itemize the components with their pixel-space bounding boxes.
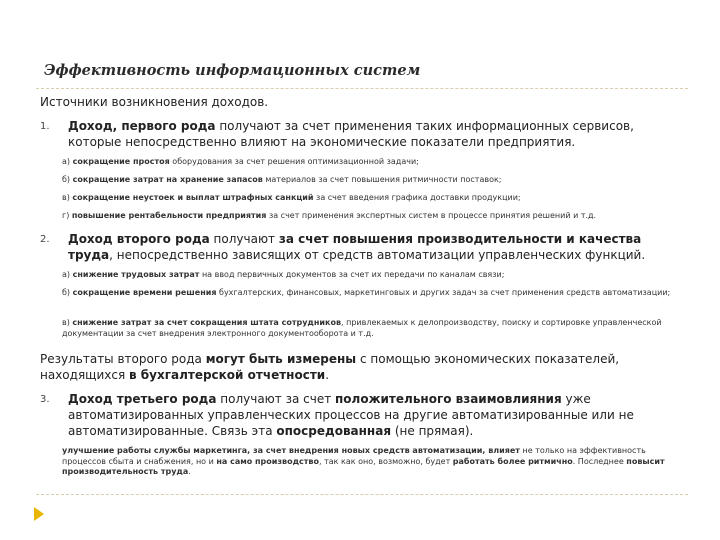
sub-prefix: а) — [62, 157, 73, 166]
sub-bold: снижение затрат за счет сокращения штата сотрудников — [72, 318, 342, 327]
sub-bold: сокращение затрат на хранение запасов — [72, 175, 263, 184]
para-bold: могут быть измерены — [205, 352, 357, 366]
note-text: . Последнее — [572, 456, 627, 466]
item-bold: положительного взаимовлияния — [335, 392, 562, 406]
sub-text: за счет введения графика доставки продукции; — [313, 193, 521, 202]
results-paragraph — [40, 351, 690, 383]
sub-text: оборудования за счет решения оптимизационной задачи; — [169, 157, 419, 166]
sub-prefix: б) — [62, 175, 73, 184]
note-text: , так как оно, возможно, будет — [319, 456, 453, 466]
item-bold: за счет повышения производительности и качества труда — [68, 232, 642, 262]
sub-prefix: в) — [62, 318, 73, 327]
slide-title: Эффективность информационных систем — [44, 62, 421, 79]
example-note — [62, 446, 690, 478]
sub-prefix: а) — [62, 270, 73, 279]
note-bold: улучшение работы службы маркетинга, за счет внедрения новых средств автоматизации, влияет — [62, 446, 520, 455]
sub-bold: сокращение времени решения — [72, 288, 217, 297]
sub-item — [62, 288, 690, 299]
next-arrow-icon[interactable] — [34, 507, 44, 521]
para-text: . — [325, 368, 330, 382]
sub-item — [62, 157, 690, 168]
note-bold: повысит производительность труда — [62, 456, 665, 476]
item-body: получают за счет применения таких информационных сервисов, которые непосредственно влияют на экономические показатели предприятия. — [68, 119, 634, 149]
sub-item — [62, 318, 690, 339]
para-text: с помощью экономических показателей, находящихся — [40, 352, 620, 382]
para-bold: в бухгалтерской отчетности — [129, 368, 326, 382]
sub-bold: снижение трудовых затрат — [72, 270, 200, 279]
item-bold: Доход, первого рода — [68, 119, 216, 133]
item-number: 1. — [40, 121, 50, 132]
para-text: Результаты второго рода — [40, 352, 206, 366]
list-item-3 — [40, 391, 690, 439]
sub-item — [62, 193, 690, 204]
item-bold: опосредованная — [276, 424, 392, 438]
divider — [36, 494, 688, 495]
section-heading: Источники возникновения доходов. — [40, 95, 269, 109]
item-body: (не прямая). — [391, 424, 474, 438]
item-text — [68, 391, 690, 439]
item-number: 3. — [40, 394, 50, 405]
item-body: уже автоматизированных управленческих процессов на другие автоматизированные или не автоматизированные. Связь эта — [68, 392, 634, 438]
note-bold: на само производство — [216, 456, 319, 466]
item-number: 2. — [40, 234, 50, 245]
sub-item — [62, 175, 690, 186]
note-text: не только на эффективность процессов сбыта и снабжения, но и — [62, 446, 646, 466]
divider — [36, 88, 688, 89]
sub-bold: сокращение простоя — [72, 157, 170, 166]
sub-text: за счет применения экспертных систем в процессе принятия решений и т.д. — [266, 211, 597, 220]
item-text — [68, 118, 690, 150]
item-body: получают за счет — [216, 392, 336, 406]
item-text — [68, 231, 690, 263]
note-text: . — [188, 467, 191, 476]
list-item-2 — [40, 231, 690, 263]
note-bold: работать более ритмично — [452, 456, 573, 466]
sub-text: бухгалтерских, финансовых, маркетинговых и других задач за счет применения средств автоматизации; — [216, 288, 671, 297]
item-bold: Доход третьего рода — [68, 392, 217, 406]
item-body: , непосредственно зависящих от средств автоматизации управленческих функций. — [109, 248, 646, 262]
sub-prefix: б) — [62, 288, 73, 297]
sub-text: , привлекаемых к делопроизводству, поиску и сортировке управленческой документации за счет внедрения электронного документооборота и т.д. — [62, 318, 662, 338]
sub-prefix: г) — [62, 211, 72, 220]
sub-prefix: в) — [62, 193, 73, 202]
list-item-1 — [40, 118, 690, 150]
sub-text: на ввод первичных документов за счет их передачи по каналам связи; — [199, 270, 505, 279]
sub-bold: сокращение неустоек и выплат штрафных санкций — [72, 193, 314, 202]
sub-text: материалов за счет повышения ритмичности поставок; — [262, 175, 502, 184]
item-body: получают — [209, 232, 279, 246]
sub-item — [62, 270, 690, 281]
sub-bold: повышение рентабельности предприятия — [71, 211, 267, 220]
item-bold: Доход второго рода — [68, 232, 210, 246]
sub-item — [62, 211, 690, 222]
